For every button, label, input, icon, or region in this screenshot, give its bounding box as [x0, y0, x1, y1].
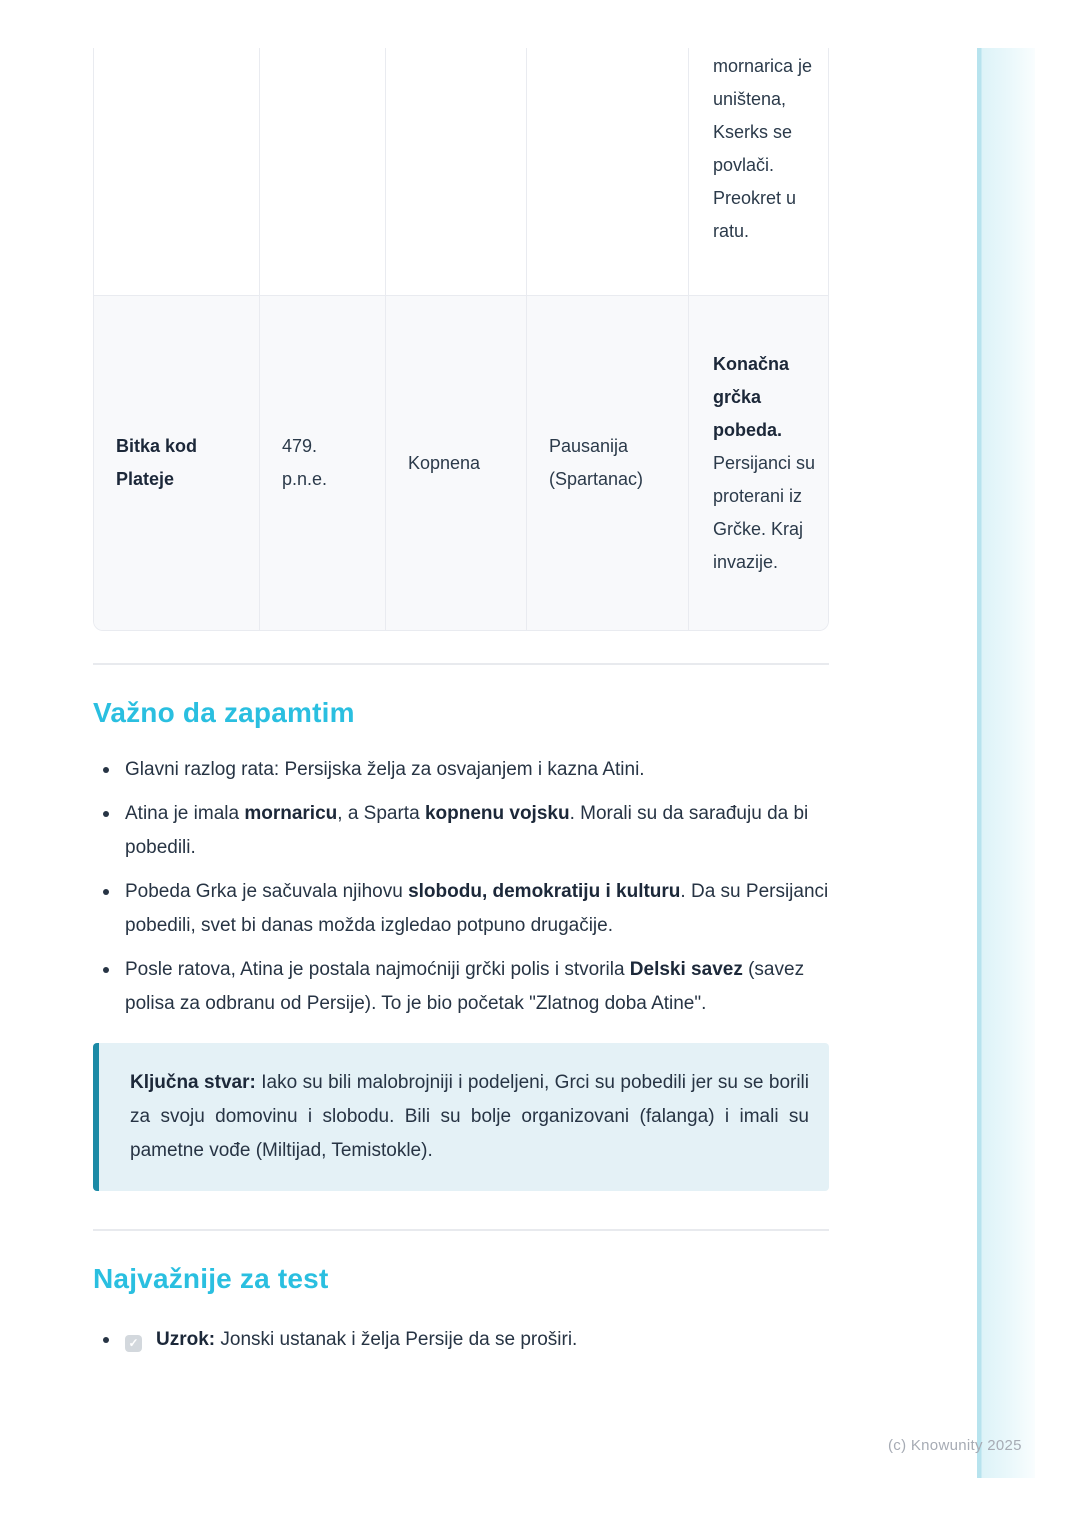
- bullet-text: Pobeda Grka je sačuvala njihovu: [125, 881, 409, 902]
- section-title-test: Najvažnije za test: [93, 1263, 329, 1294]
- check-icon: ✓: [128, 1336, 139, 1350]
- bullet-dot-icon: [103, 767, 109, 773]
- table-cell-year-empty: [260, 48, 386, 295]
- table-cell-battle-empty: [94, 48, 260, 295]
- content-column: [93, 48, 829, 1367]
- table-cell-result: [689, 48, 828, 295]
- table-row-plateja: [94, 295, 828, 630]
- battle-name: Bitka kod Plateje: [116, 436, 198, 489]
- list-item: [93, 1323, 829, 1357]
- key-point-callout: [93, 1043, 829, 1191]
- bullet-text-bold: Delski savez: [629, 959, 743, 980]
- battles-table: [93, 48, 829, 631]
- bullet-text: Glavni razlog rata: Persijska želja za osvajanjem i kazna Atini.: [125, 759, 645, 780]
- divider: [93, 1229, 829, 1231]
- result-bold-text: Konačna grčka pobeda.: [713, 353, 790, 440]
- copyright-watermark: (c) Knowunity 2025: [888, 1437, 1022, 1454]
- checkbox-checked[interactable]: [125, 1335, 142, 1352]
- bullet-dot-icon: [103, 1337, 109, 1343]
- table-cell-commander-empty: [527, 48, 689, 295]
- table-cell-type-empty: [386, 48, 527, 295]
- battle-commander: Pausanija (Spartanac): [549, 436, 644, 489]
- battle-year: 479. p.n.e.: [282, 436, 328, 489]
- decorative-side-strip: [977, 48, 1035, 1478]
- callout-text: Iako su bili malobrojniji i podeljeni, Grci su pobedili jer su se borili za svoju domovinu i slobodu. Bili su bolje organizovani (falanga) i imali su pametne vođe (Miltijad, Temistokle).: [130, 1072, 810, 1161]
- bullet-text: Posle ratova, Atina je postala najmoćniji grčki polis i stvorila: [125, 959, 630, 980]
- divider: [93, 663, 829, 665]
- table-cell-year: [260, 296, 386, 630]
- bullet-dot-icon: [103, 889, 109, 895]
- list-item: [93, 753, 829, 787]
- table-cell-battle: [94, 296, 260, 630]
- table-cell-result: [689, 296, 828, 630]
- test-list: [93, 1323, 829, 1357]
- bullet-text: , a Sparta: [337, 803, 425, 824]
- result-text: mornarica je uništena, Kserks se povlači. Preokret u ratu.: [713, 56, 813, 241]
- table-row-continued: [94, 48, 828, 295]
- bullet-dot-icon: [103, 811, 109, 817]
- table-cell-type: [386, 296, 527, 630]
- bullet-text: Atina je imala: [125, 803, 245, 824]
- list-item: [93, 797, 829, 865]
- remember-list: [93, 753, 829, 1021]
- section-title-remember: Važno da zapamtim: [93, 697, 355, 728]
- bullet-text-bold: mornaricu: [244, 803, 338, 824]
- bullet-dot-icon: [103, 967, 109, 973]
- result-text: Persijanci su proterani iz Grčke. Kraj invazije.: [713, 452, 816, 572]
- test-item-text: Jonski ustanak i želja Persije da se proširi.: [215, 1329, 578, 1350]
- callout-label: Ključna stvar:: [130, 1072, 256, 1093]
- battle-type: Kopnena: [408, 452, 481, 473]
- bullet-text: (savez polisa za odbranu od Persije). To je bio početak "Zlatnog doba Atine".: [125, 959, 805, 1014]
- bullet-text-bold: slobodu, demokratiju i kulturu: [408, 881, 681, 902]
- test-item-label: Uzrok:: [156, 1329, 216, 1350]
- bullet-text: . Da su Persijanci pobedili, svet bi danas možda izgledao potpuno drugačije.: [125, 881, 829, 936]
- table-cell-commander: [527, 296, 689, 630]
- list-item: [93, 875, 829, 943]
- list-item: [93, 953, 829, 1021]
- bullet-text: . Morali su da sarađuju da bi pobedili.: [125, 803, 809, 858]
- bullet-text-bold: kopnenu vojsku: [424, 803, 570, 824]
